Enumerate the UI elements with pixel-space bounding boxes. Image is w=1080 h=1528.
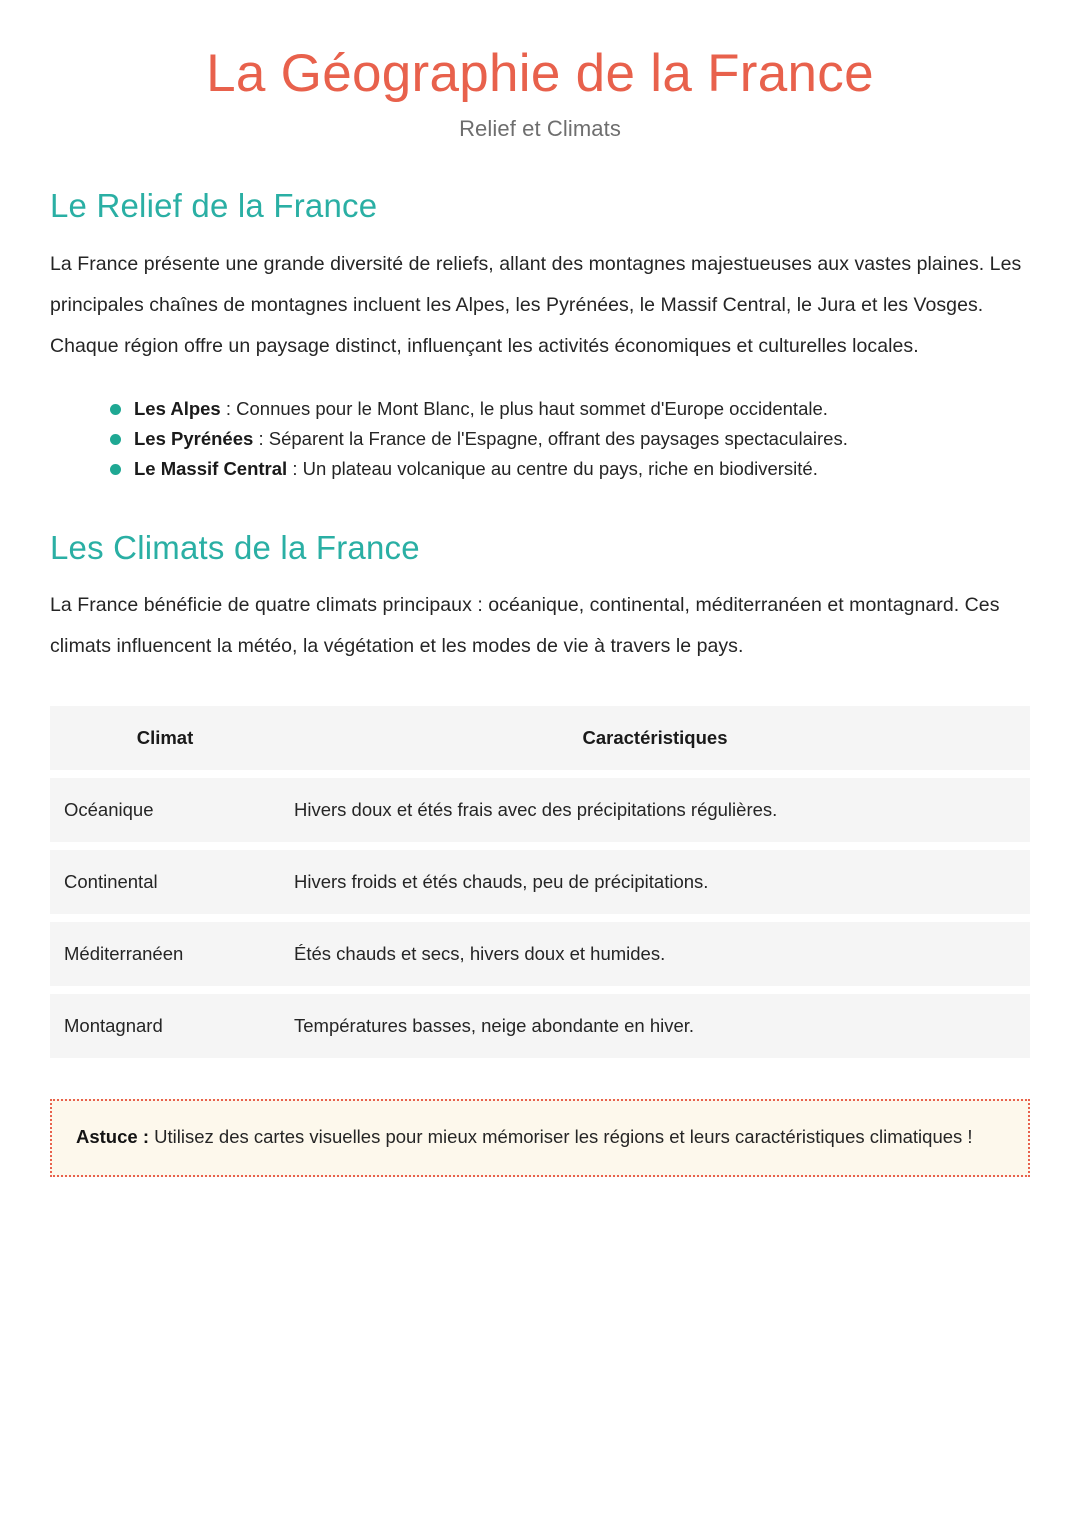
column-header-caracteristiques: Caractéristiques <box>280 706 1030 770</box>
list-item-term: Les Alpes <box>134 397 221 419</box>
cell-climat: Méditerranéen <box>50 922 280 986</box>
relief-bullet-list <box>50 396 1030 482</box>
list-item <box>110 456 1030 482</box>
page-title: La Géographie de la France <box>206 44 874 103</box>
bullet-dot-icon <box>110 404 121 415</box>
document-body <box>0 186 1080 1177</box>
climate-table <box>50 698 1030 1066</box>
column-header-climat: Climat <box>50 706 280 770</box>
table-row <box>50 994 1030 1058</box>
cell-caracteristiques: Étés chauds et secs, hivers doux et humides. <box>280 922 1030 986</box>
list-item-description: : Connues pour le Mont Blanc, le plus haut sommet d'Europe occidentale. <box>220 397 828 419</box>
cell-caracteristiques: Températures basses, neige abondante en hiver. <box>280 994 1030 1058</box>
document-header <box>0 0 1080 142</box>
bullet-dot-icon <box>110 464 121 475</box>
list-item-description: : Séparent la France de l'Espagne, offrant des paysages spectaculaires. <box>253 427 848 449</box>
tip-body: Utilisez des cartes visuelles pour mieux mémoriser les régions et leurs caractéristiques climatiques ! <box>149 1126 973 1148</box>
cell-climat: Continental <box>50 850 280 914</box>
cell-climat: Océanique <box>50 778 280 842</box>
section-paragraph-climats: La France bénéficie de quatre climats principaux : océanique, continental, méditerranéen et montagnard. Ces climats influencent la météo, la végétation et les modes de vie à travers le pays. <box>50 594 1000 658</box>
section-heading-relief: Le Relief de la France <box>50 186 378 224</box>
bullet-dot-icon <box>110 434 121 445</box>
list-item-term: Le Massif Central <box>134 457 288 479</box>
list-item-description: : Un plateau volcanique au centre du pays, riche en biodiversité. <box>287 457 818 479</box>
section-paragraph-relief: La France présente une grande diversité de reliefs, allant des montagnes majestueuses aux vastes plaines. Les principales chaînes de montagnes incluent les Alpes, les Pyrénées, le Massif Central, le Jura et les Vosges. Chaque région offre un paysage distinct, influençant les activités économiques et culturelles locales. <box>50 252 1022 357</box>
tip-label: Astuce : <box>76 1126 149 1148</box>
table-row <box>50 850 1030 914</box>
cell-caracteristiques: Hivers doux et étés frais avec des précipitations régulières. <box>280 778 1030 842</box>
page-subtitle: Relief et Climats <box>459 115 621 141</box>
table-row <box>50 922 1030 986</box>
section-heading-climats: Les Climats de la France <box>50 528 420 566</box>
tip-callout <box>50 1099 1030 1177</box>
cell-caracteristiques: Hivers froids et étés chauds, peu de précipitations. <box>280 850 1030 914</box>
list-item <box>110 396 1030 422</box>
list-item <box>110 426 1030 452</box>
section-climats <box>50 528 1030 1178</box>
table-header-row <box>50 706 1030 770</box>
section-relief <box>50 186 1030 482</box>
table-row <box>50 778 1030 842</box>
table-body <box>50 778 1030 1058</box>
cell-climat: Montagnard <box>50 994 280 1058</box>
tip-text <box>76 1122 1004 1152</box>
list-item-term: Les Pyrénées <box>134 427 254 449</box>
table-header <box>50 706 1030 770</box>
